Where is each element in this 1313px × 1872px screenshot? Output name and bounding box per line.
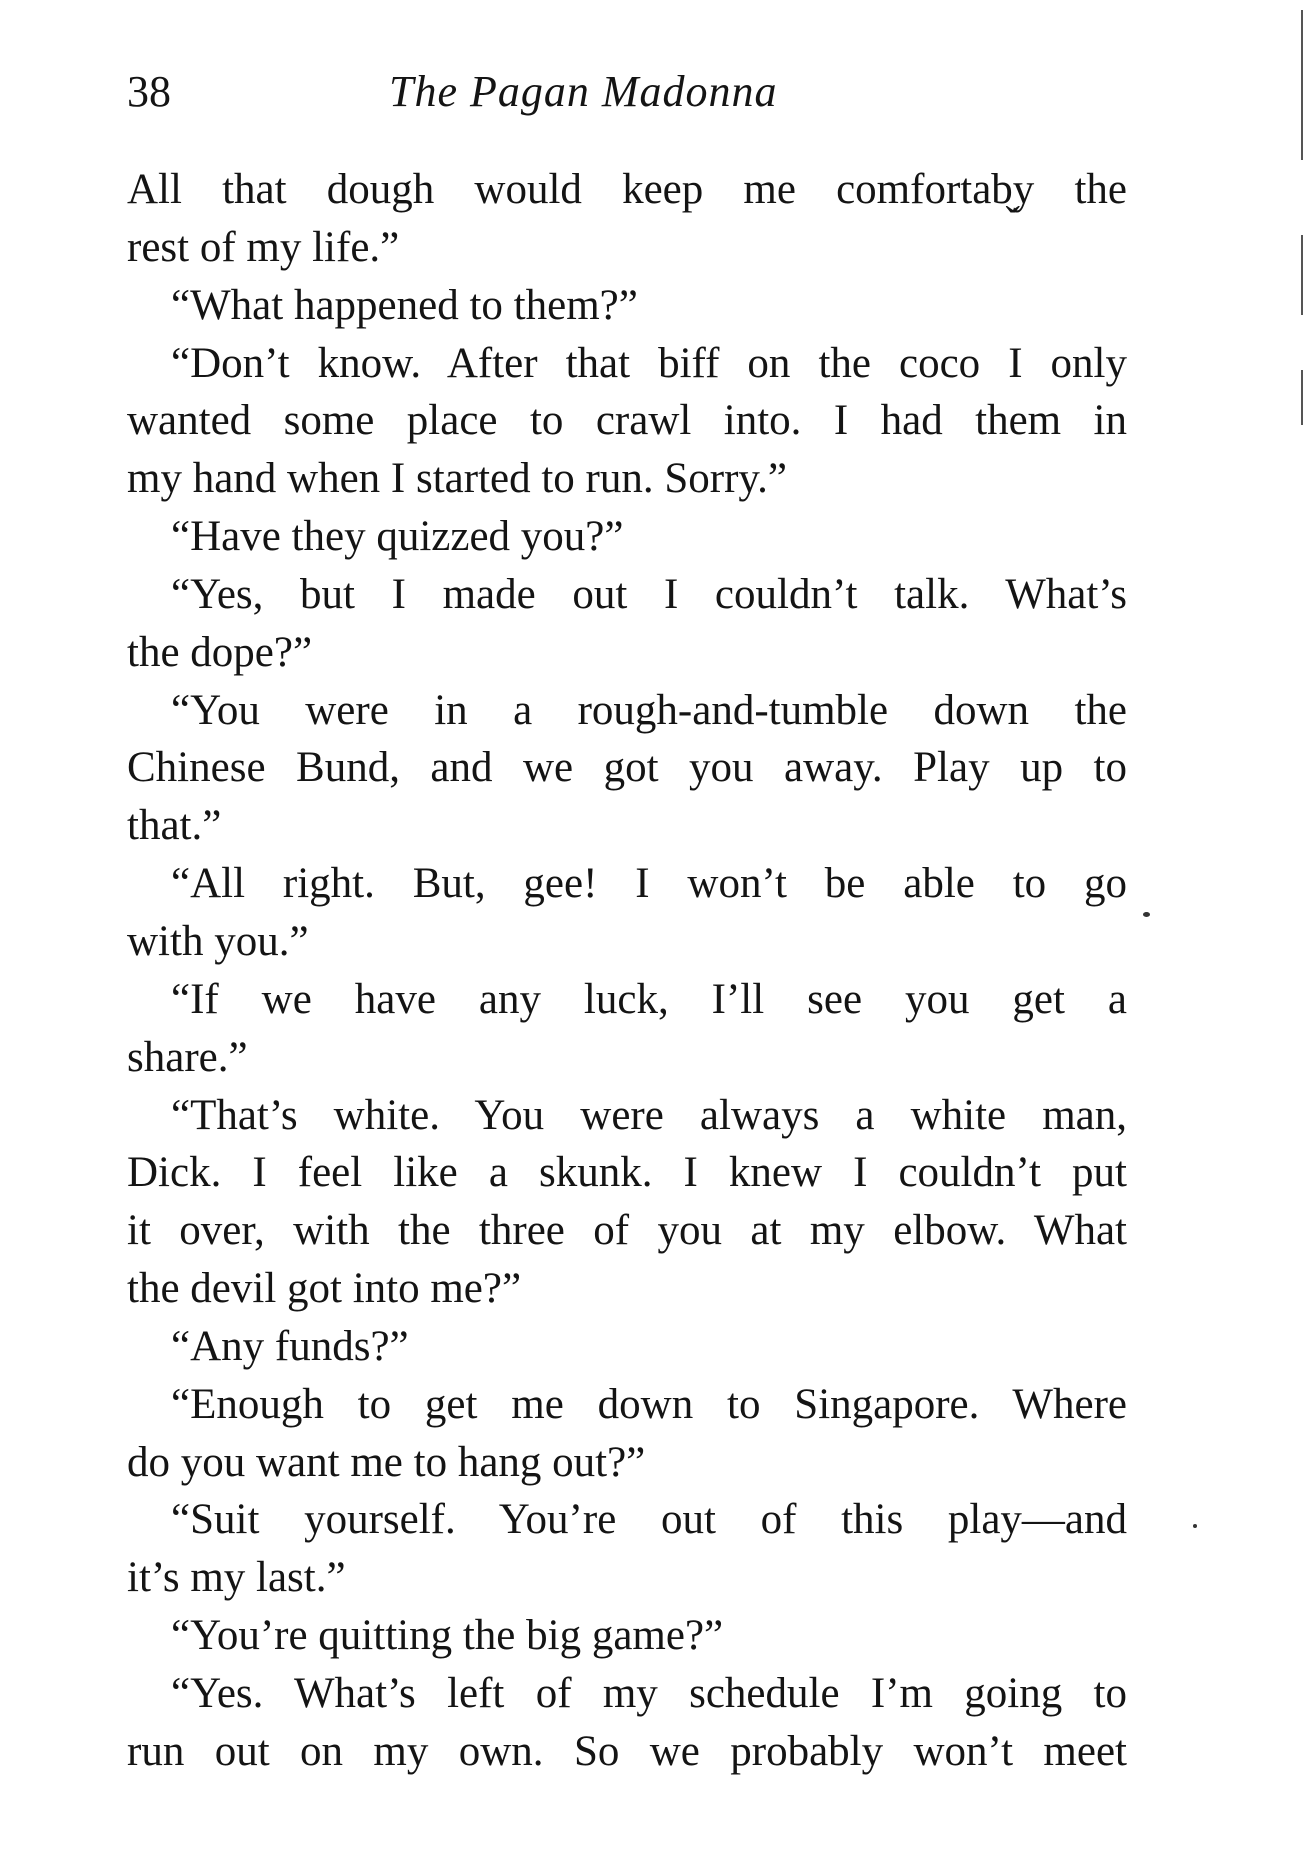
text-line: the dope?” bbox=[127, 628, 313, 676]
text-line: wanted some place to crawl into. I had them in bbox=[127, 397, 1127, 445]
text-line: rest of my life.” bbox=[127, 223, 400, 271]
text-line: “Yes, but I made out I couldn’t talk. What’s bbox=[171, 570, 1127, 618]
book-title: The Pagan Madonna bbox=[389, 67, 778, 116]
text-line: with you.” bbox=[127, 917, 309, 965]
scan-speck bbox=[1143, 912, 1150, 917]
text-line: “Yes. What’s left of my schedule I’m going to bbox=[171, 1669, 1127, 1717]
text-line: “Suit yourself. You’re out of this play—and bbox=[171, 1496, 1127, 1544]
text-line: “You’re quitting the big game?” bbox=[171, 1612, 724, 1660]
text-line: Chinese Bund, and we got you away. Play up to bbox=[127, 744, 1127, 792]
text-line: do you want me to hang out?” bbox=[127, 1438, 646, 1486]
body-text bbox=[127, 161, 1127, 1781]
text-line: it over, with the three of you at my elbow. What bbox=[127, 1207, 1127, 1255]
text-line: “Enough to get me down to Singapore. Where bbox=[171, 1380, 1127, 1428]
text-line: the devil got into me?” bbox=[127, 1265, 522, 1313]
text-line: “What happened to them?” bbox=[171, 281, 638, 329]
text-line: Dick. I feel like a skunk. I knew I couldn’t put bbox=[127, 1149, 1127, 1197]
text-line: “Have they quizzed you?” bbox=[171, 513, 624, 561]
scan-edge-mark bbox=[1301, 235, 1303, 315]
running-head bbox=[127, 66, 1127, 126]
text-line: “All right. But, gee! I won’t be able to go bbox=[171, 860, 1127, 908]
text-line: that.” bbox=[127, 802, 222, 850]
scan-speck bbox=[1193, 1524, 1197, 1528]
text-line: “Any funds?” bbox=[171, 1322, 409, 1370]
text-line: run out on my own. So we probably won’t meet bbox=[127, 1727, 1127, 1775]
page-number: 38 bbox=[127, 67, 171, 116]
scan-edge-mark bbox=[1301, 370, 1303, 425]
text-line: “You were in a rough-and-tumble down the bbox=[171, 686, 1127, 734]
text-line: share.” bbox=[127, 1033, 248, 1081]
text-line: it’s my last.” bbox=[127, 1554, 346, 1602]
text-line: “That’s white. You were always a white man, bbox=[171, 1091, 1127, 1139]
text-line: All that dough would keep me comfortab̬y the bbox=[127, 166, 1127, 213]
scan-edge-mark bbox=[1301, 10, 1303, 160]
text-line: “Don’t know. After that biff on the coco I only bbox=[171, 339, 1127, 387]
text-line: my hand when I started to run. Sorry.” bbox=[127, 455, 787, 503]
text-line: “If we have any luck, I’ll see you get a bbox=[171, 975, 1127, 1023]
